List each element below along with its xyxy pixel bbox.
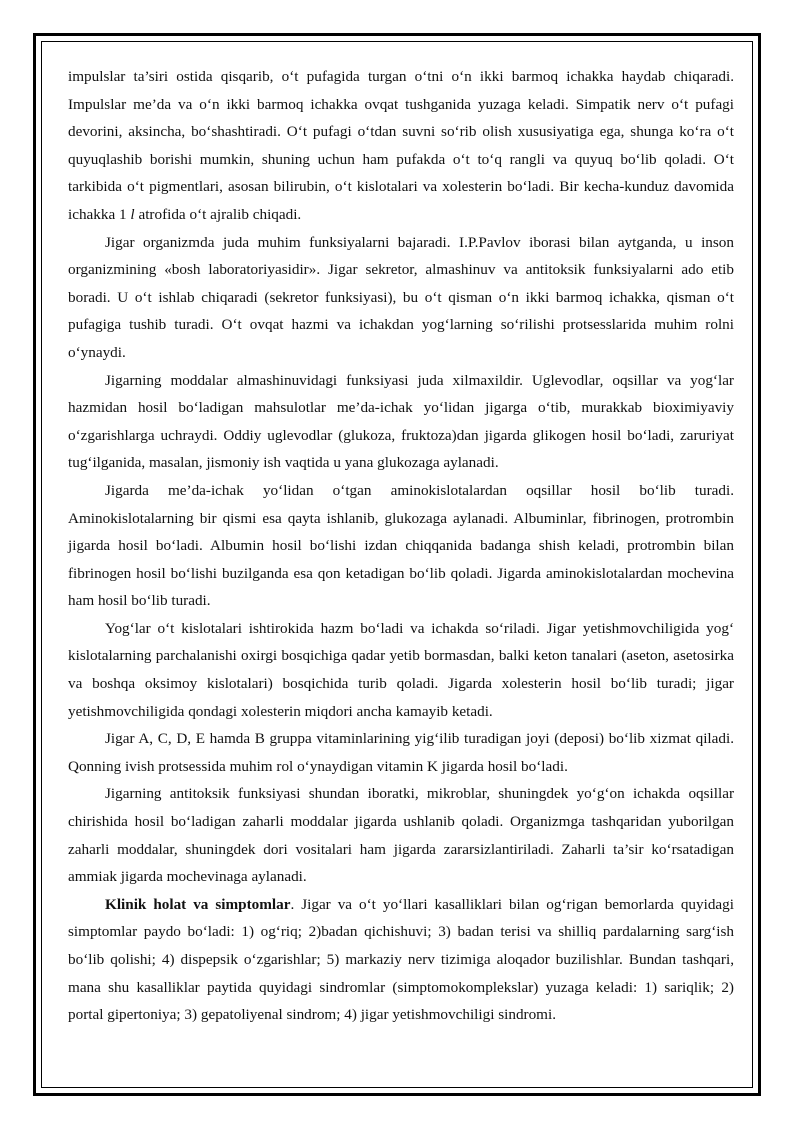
paragraph-text: Jigarda me’da-ichak yo‘lidan o‘tgan aminokislotalardan oqsillar hosil bo‘lib turadi. Aminokislotalarning bir qismi esa qayta ishlanib, glukozaga aylanadi. Albuminlar, fibrinogen, protrombin jigarda hosil bo‘ladi. Albumin hosil bo‘lishi izdan chiqqanida badanga shish keladi, protrombin bilan fibrinogen hosil bo‘lishi buzilganda esa qon ketadigan bo‘lib qoladi. Jigarda aminokislotalardan mochevina ham hosil bo‘lib turadi.	[68, 481, 734, 610]
paragraph-proteins	[68, 477, 734, 615]
paragraph-text: Yog‘lar o‘t kislotalari ishtirokida hazm bo‘ladi va ichakda so‘riladi. Jigar yetishmovchiligida yog‘ kislotalarning parchalanishi oxirgi bosqichiga qadar yetib bormasdan, balki keton tanalari (aseton, asetosirka va boshqa oksimoy kislotalari) bosqichida turib qoladi. Jigarda xolesterin hosil bo‘lib turadi; jigar yetishmovchiligida qondagi xolesterin miqdori ancha kamayib ketadi.	[68, 619, 734, 720]
paragraph-text: . Jigar va o‘t yo‘llari kasalliklari bilan og‘rigan bemorlarda quyidagi simptomlar paydo bo‘ladi: 1) og‘riq; 2)badan qichishuvi; 3) badan terisi va shilliq pardalarning sarg‘ish bo‘lib qolishi; 4) dispepsik o‘zgarishlar; 5) markaziy nerv tizimiga aloqador buzilishlar. Bundan tashqari, mana shu kasalliklar paytida quyidagi sindromlar (simptomokomplekslar) yuzaga keladi: 1) sariqlik; 2) portal gipertoniya; 3) gepatoliyenal sindrom; 4) jigar yetishmovchiligi sindromi.	[68, 895, 734, 1024]
paragraph-text: Jigar organizmda juda muhim funksiyalarni bajaradi. I.P.Pavlov iborasi bilan aytganda, u inson organizmining «bosh laboratoriyasidir». Jigar sekretor, almashinuv va antitoksik funksiyalarni ado etib boradi. U o‘t ishlab chiqaradi (sekretor funksiyasi), bu o‘t qisman o‘n ikki barmoq ichakka, qisman o‘t pufagiga tushib turadi. O‘t ovqat hazmi va ichakdan yog‘larning so‘rilishi protsesslarida muhim rolni o‘ynaydi.	[68, 233, 734, 361]
paragraph-liver-functions	[68, 229, 734, 367]
volume-unit: l	[130, 205, 135, 223]
document-body	[68, 63, 734, 1029]
paragraph-antitoxic	[68, 780, 734, 890]
section-heading: Klinik holat va simptomlar	[105, 895, 291, 913]
paragraph-text: Jigarning moddalar almashinuvidagi funksiyasi juda xilmaxildir. Uglevodlar, oqsillar va yog‘lar hazmidan hosil bo‘ladigan mahsulotlar me’da-ichak yo‘lidan jigarga o‘tib, murakkab bioximiyaviy o‘zgarishlarga uchraydi. Oddiy uglevodlar (glukoza, fruktoza)dan jigarda glikogen hosil bo‘ladi, zaruriyat tug‘ilganida, masalan, jismoniy ish vaqtida u yana glukozaga aylanadi.	[68, 371, 734, 472]
paragraph-clinical-symptoms	[68, 891, 734, 1029]
paragraph-vitamins	[68, 725, 734, 780]
paragraph-text: Jigarning antitoksik funksiyasi shundan iboratki, mikroblar, shuningdek yo‘g‘on ichakda oqsillar chirishida hosil bo‘ladigan zaharli moddalar jigarda ushlanib qoladi. Organizmga tashqaridan yuborilgan zaharli moddalar, shuningdek dori vositalari ham jigarda zararsizlantiriladi. Zaharli ta’sir ko‘rsatadigan ammiak jigarda mochevinaga aylanadi.	[68, 785, 734, 886]
paragraph-fats	[68, 615, 734, 725]
paragraph-text-continued: atrofida o‘t ajralib chiqadi.	[134, 205, 302, 223]
paragraph-metabolism	[68, 367, 734, 477]
paragraph-bile-secretion	[68, 63, 734, 229]
paragraph-text: Jigar A, C, D, E hamda B gruppa vitaminlarining yig‘ilib turadigan joyi (deposi) bo‘lib xizmat qiladi. Qonning ivish protsessida muhim rol o‘ynaydigan vitamin K jigarda hosil bo‘ladi.	[68, 730, 734, 775]
paragraph-text: impulslar ta’siri ostida qisqarib, o‘t pufagida turgan o‘tni o‘n ikki barmoq ichakka haydab chiqaradi. Impulslar me’da va o‘n ikki barmoq ichakka ovqat tushganida yuzaga keladi. Simpatik nerv o‘t pufagi devorini, aksincha, bo‘shashtiradi. O‘t pufagi o‘tdan suvni so‘rib olish xususiyatiga ega, shunga ko‘ra o‘t quyuqlashib borishi mumkin, shuning uchun ham pufakda o‘t to‘q rangli va quyuq bo‘lib qoladi. O‘t tarkibida o‘t pigmentlari, asosan bilirubin, o‘t kislotalari va xolesterin bo‘ladi. Bir kecha-kunduz davomida ichakka 1	[68, 68, 734, 223]
